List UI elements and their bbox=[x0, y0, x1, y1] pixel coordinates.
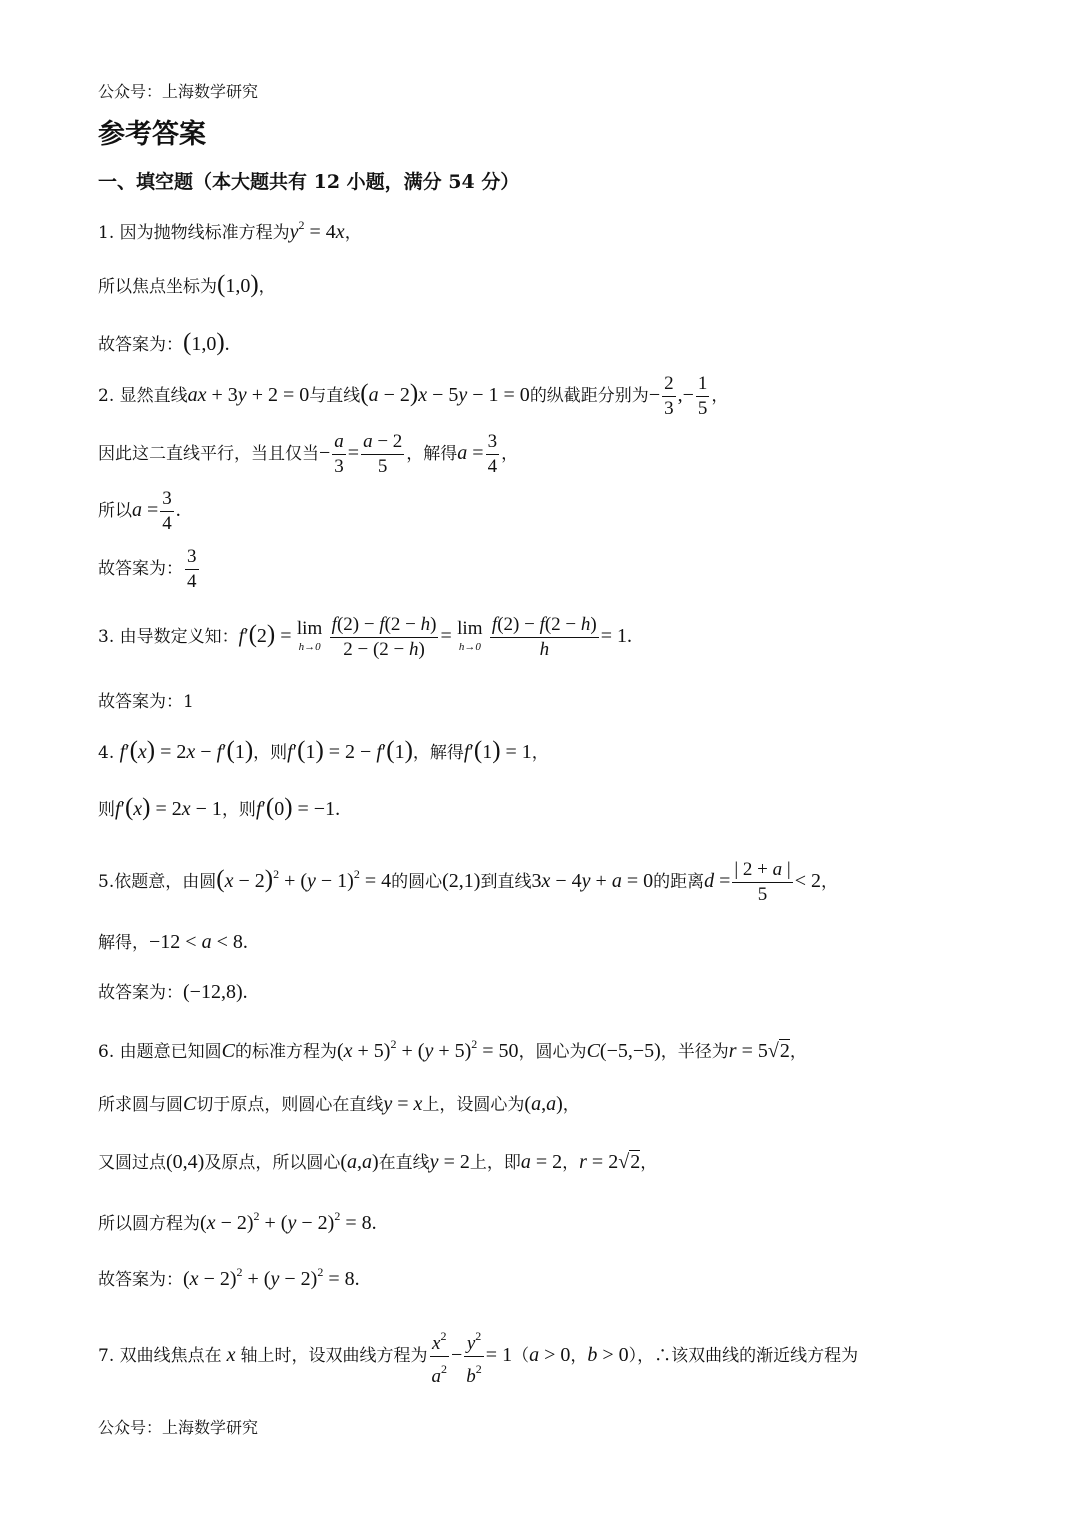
text: 因此这二直线平行，当且仅当 bbox=[98, 444, 319, 464]
text: 所求圆与圆 bbox=[98, 1095, 183, 1115]
q5-line2: 解得，−12 < a < 8. bbox=[98, 931, 248, 953]
q4-line1: 4. f′(x) = 2x − f′(1)，则f′(1) = 2 − f′(1)，解得f′(1) = 1， bbox=[98, 737, 549, 764]
text: 的圆心 bbox=[391, 872, 443, 892]
q2-line3: 所以a = $\frac{3}{4}$ . bbox=[98, 488, 181, 534]
footer-source: 公众号：上海数学研究 bbox=[98, 1418, 259, 1437]
text: 轴上时，设双曲线方程为 bbox=[240, 1346, 428, 1366]
q4-line2: 则f′(x) = 2x − 1，则f′(0) = −1. bbox=[98, 794, 341, 821]
text: 故答案为： bbox=[98, 335, 183, 355]
text: ，半径为 bbox=[660, 1042, 729, 1062]
text: 的纵截距分别为 bbox=[529, 386, 649, 406]
text: ，解得 bbox=[412, 743, 464, 763]
text: 所以 bbox=[98, 501, 132, 521]
text: 故答案为： bbox=[98, 1270, 183, 1290]
text: ，圆心为 bbox=[518, 1042, 587, 1062]
text: 故答案为： bbox=[98, 559, 183, 579]
text: 与直线 bbox=[309, 386, 361, 406]
q1-answer: 故答案为：(1,0). bbox=[98, 329, 230, 356]
text: 故答案为：1 bbox=[98, 692, 194, 712]
text: 上，即 bbox=[469, 1153, 521, 1173]
q2-answer: 故答案为： $\frac{3}{4}$ bbox=[98, 546, 197, 592]
text: ，则 bbox=[253, 743, 288, 763]
q5-answer: 故答案为：(−12,8). bbox=[98, 981, 248, 1003]
text: 到直线 bbox=[480, 872, 532, 892]
text: 5.依题意，由圆 bbox=[98, 872, 217, 892]
q6-answer: 故答案为：$(x - 2)^2 + (y - 2)^2 = 8$. bbox=[98, 1265, 360, 1290]
text: 在直线 bbox=[378, 1153, 430, 1173]
text: 1. 因为抛物线标准方程为 bbox=[98, 223, 290, 243]
header-source: 公众号：上海数学研究 bbox=[98, 82, 259, 101]
text: 上，设圆心为 bbox=[422, 1095, 525, 1115]
text: ，则 bbox=[221, 800, 256, 820]
text: 所以圆方程为 bbox=[98, 1214, 200, 1234]
text: 故答案为： bbox=[98, 983, 183, 1003]
q1-line1: 1. 因为抛物线标准方程为$y^2 = 4x$， bbox=[98, 218, 362, 243]
text: 又圆过点 bbox=[98, 1153, 166, 1173]
text: 则 bbox=[98, 800, 115, 820]
text: 3. 由导数定义知： bbox=[98, 627, 239, 647]
text: 的标准方程为 bbox=[234, 1042, 337, 1062]
text: 的距离 bbox=[653, 872, 705, 892]
page-title: 参考答案 bbox=[98, 119, 206, 150]
text: 所以焦点坐标为 bbox=[98, 277, 217, 297]
q6-line4: 所以圆方程为$(x - 2)^2 + (y - 2)^2 = 8$. bbox=[98, 1209, 377, 1234]
text: 6. 由题意已知圆 bbox=[98, 1042, 222, 1062]
text: 7. 双曲线焦点在 bbox=[98, 1346, 222, 1366]
q5-line1: 5.依题意，由圆$(x - 2)^2 + (y - 1)^2 = 4$的圆心(2,1)到直线3x − 4y + a = 0的距离d = $\frac{| 2 + a |}{5}$ < 2， bbox=[98, 859, 838, 905]
text: 切于原点，则圆心在直线 bbox=[196, 1095, 384, 1115]
text: 解得， bbox=[98, 933, 149, 953]
q7-line1: 7. 双曲线焦点在 x 轴上时，设双曲线方程为 $\frac{x^2}{a^2}$ − $\frac{y^2}{b^2}$ = 1（a > 0，b > 0），∴该双曲线的渐近线方程为 bbox=[98, 1324, 858, 1389]
q1-line2: 所以焦点坐标为(1,0)， bbox=[98, 271, 276, 298]
text: 2. 显然直线 bbox=[98, 386, 188, 406]
text: 4. bbox=[98, 743, 115, 763]
q6-line1: 6. 由题意已知圆C的标准方程为$(x + 5)^2 + (y + 5)^2 = 50$，圆心为C(−5,−5)，半径为r = 5√2， bbox=[98, 1037, 807, 1062]
text: 及原点，所以圆心 bbox=[204, 1153, 341, 1173]
section-heading: 一、填空题（本大题共有 12 小题，满分 54 分） bbox=[98, 171, 520, 193]
text: ，解得 bbox=[406, 444, 458, 464]
q2-line2: 因此这二直线平行，当且仅当− $\frac{a}{3}$ = $\frac{a - 2}{5}$ ，解得a = $\frac{3}{4}$ ， bbox=[98, 431, 519, 477]
q6-line2: 所求圆与圆C切于原点，则圆心在直线y = x上，设圆心为(a,a)， bbox=[98, 1093, 580, 1115]
q3-answer bbox=[98, 694, 194, 711]
q6-line3: 又圆过点(0,4)及原点，所以圆心(a,a)在直线y = 2上，即a = 2，r = 2√2， bbox=[98, 1151, 658, 1173]
q2-line1: 2. 显然直线ax + 3y + 2 = 0与直线(a − 2)x − 5y − 1 = 0的纵截距分别为− $\frac{2}{3}$ ,− $\frac{1}{5}$ ， bbox=[98, 373, 729, 419]
text: ，∴该双曲线的渐近线方程为 bbox=[637, 1346, 859, 1366]
q3-line1: 3. 由导数定义知：f′(2) = lim h→0 $\frac{f(2) - f(2 - h)}{2 - (2 - h)}$ = lim h→0 $\frac{f(2) - f(2 - h)}{h}$ = 1. bbox=[98, 614, 632, 660]
